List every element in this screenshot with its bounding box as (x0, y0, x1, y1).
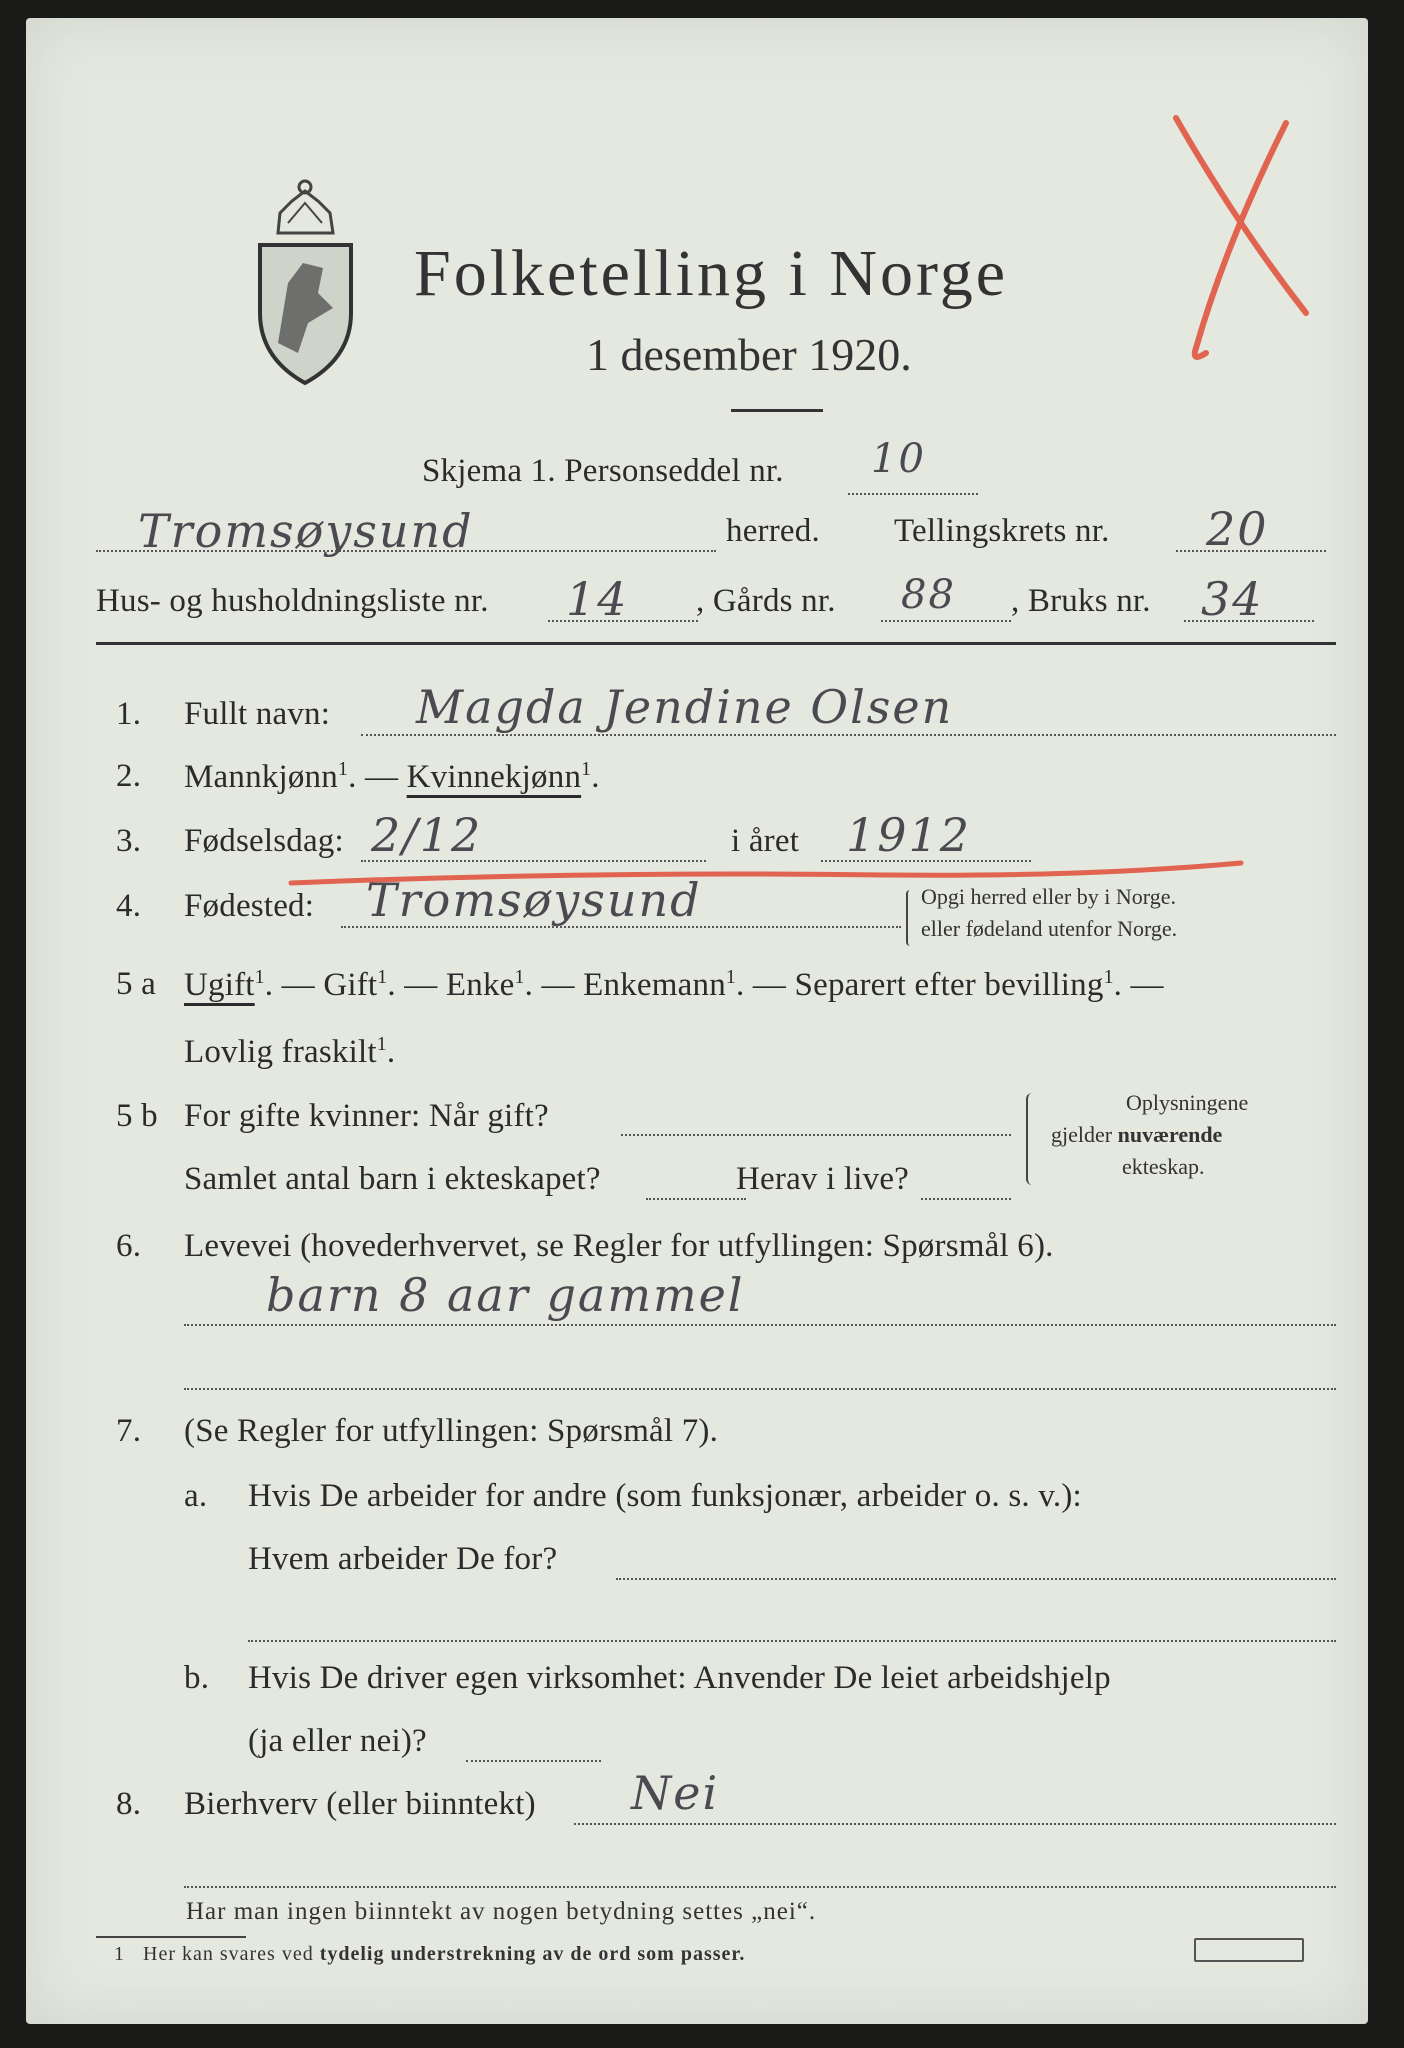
q5b-note-nuvaerende: nuværende (1117, 1122, 1223, 1147)
q5a-number: 5 a (116, 966, 156, 1002)
q5a-enkemann: . — Enkemann (524, 967, 726, 1003)
occupation-value: barn 8 aar gammel (266, 1268, 745, 1322)
q5b-number: 5 b (116, 1098, 158, 1134)
title-divider (731, 409, 823, 412)
q5a-fraskilt: Lovlig fraskilt (184, 1034, 377, 1070)
birthplace-value: Tromsøysund (366, 873, 702, 927)
q4-label: Fødested: (184, 888, 315, 924)
full-name-value: Magda Jendine Olsen (416, 680, 954, 734)
bruks-nr: 34 (1201, 572, 1264, 626)
q7b-line-2: (ja eller nei)? (248, 1723, 427, 1759)
q7-label: (Se Regler for utfyllingen: Spørsmål 7). (184, 1413, 719, 1449)
q7b-answer-line (466, 1760, 601, 1762)
skjema-nr: 10 (871, 436, 926, 482)
tellingskrets-label: Tellingskrets nr. (894, 513, 1110, 549)
q5a-sup-fraskilt: 1 (376, 1033, 387, 1055)
header-rule (96, 642, 1336, 645)
q5a-line2-end: . (386, 1034, 396, 1070)
q8-number: 8. (116, 1786, 142, 1822)
q2-options (184, 758, 600, 796)
red-x-mark (1156, 103, 1336, 383)
year-label: i året (731, 823, 800, 859)
q1-label: Fullt navn: (184, 696, 331, 732)
q5b-note-gjelder: gjelder (1051, 1122, 1113, 1147)
q5a-end: . — (1113, 967, 1164, 1003)
birth-year-value: 1912 (846, 808, 972, 862)
q5b-line-2 (646, 1198, 746, 1200)
herred-value: Tromsøysund (138, 504, 474, 558)
q3-number: 3. (116, 823, 142, 859)
skjema-line (848, 493, 978, 495)
q5a-sup-gift: 1 (377, 966, 388, 988)
herred-label: herred. (726, 513, 820, 549)
q5a-sup-separert: 1 (1103, 966, 1114, 988)
q2-sup2: 1 (581, 758, 592, 780)
q7a-line-2: Hvem arbeider De for? (248, 1541, 558, 1577)
q2-kvinnekjonn: Kvinnekjønn (406, 759, 582, 795)
q4-note-1: Opgi herred eller by i Norge. (921, 884, 1176, 909)
q5a-line2 (184, 1033, 395, 1071)
q5a-options (184, 966, 1164, 1004)
q5a-sup-enke: 1 (514, 966, 525, 988)
q6-line-1 (184, 1324, 1336, 1326)
q2-mannkjonn: Mannkjønn (184, 759, 338, 795)
gards-nr: 88 (901, 572, 956, 618)
q2-number: 2. (116, 758, 142, 794)
q5a-separert: . — Separert efter bevilling (736, 967, 1104, 1003)
q5b-line-3 (921, 1198, 1011, 1200)
q2-sup1: 1 (337, 758, 349, 780)
q5b-note-3: ekteskap. (1122, 1154, 1205, 1179)
birthday-value: 2/12 (371, 808, 483, 862)
q7a-letter: a. (184, 1478, 208, 1514)
q2-end: . (591, 759, 600, 795)
q1-line (361, 734, 1336, 736)
printer-stamp (1194, 1938, 1304, 1962)
q4-brace (906, 890, 916, 946)
q7a-line-1: Hvis De arbeider for andre (som funksjonær, arbeider o. s. v.): (248, 1478, 1082, 1514)
q4-note-2: eller fødeland utenfor Norge. (921, 916, 1178, 941)
q4-number: 4. (116, 888, 142, 924)
q5b-line-1 (621, 1134, 1011, 1136)
footnote (114, 1943, 745, 1966)
q5b-note-1: Oplysningene (1126, 1090, 1249, 1115)
gards-line (881, 620, 1011, 622)
q5a-gift: . — Gift (264, 967, 378, 1003)
q7a-answer-line-2 (248, 1640, 1336, 1642)
footnote-text: Her kan svares ved (143, 1943, 320, 1965)
q3-label: Fødselsdag: (184, 823, 344, 859)
bruks-label: , Bruks nr. (1011, 583, 1151, 619)
q7b-letter: b. (184, 1660, 210, 1696)
q5a-enke: . — Enke (387, 967, 515, 1003)
q5a-sup-enkemann: 1 (725, 966, 736, 988)
q6-number: 6. (116, 1228, 142, 1264)
q1-number: 1. (116, 696, 142, 732)
page-title: Folketelling i Norge (414, 237, 1009, 310)
footnote-number: 1 (114, 1943, 125, 1965)
q5b-label-2: Samlet antal barn i ekteskapet? (184, 1161, 601, 1197)
q7a-answer-line-1 (616, 1578, 1336, 1580)
q5b-brace (1026, 1093, 1038, 1185)
census-form (26, 18, 1368, 2024)
q5b-label-3: Herav i live? (736, 1161, 910, 1197)
census-date: 1 desember 1920. (586, 329, 912, 380)
q5a-sup-ugift: 1 (254, 966, 265, 988)
tellingskrets-nr: 20 (1206, 502, 1269, 556)
husholdning-nr: 14 (566, 572, 629, 626)
q8-label: Bierhverv (eller biinntekt) (184, 1786, 536, 1822)
q7-number: 7. (116, 1413, 142, 1449)
q2-sep: . — (348, 759, 407, 795)
skjema-label: Skjema 1. Personseddel nr. (422, 453, 784, 489)
q8-line-2 (184, 1886, 1336, 1888)
gards-label: , Gårds nr. (696, 583, 836, 619)
husholdning-label: Hus- og husholdningsliste nr. (96, 583, 489, 619)
side-income-value: Nei (631, 1766, 720, 1820)
q5b-note-2 (1051, 1120, 1222, 1150)
footnote-rule (96, 1936, 246, 1938)
q5b-label-1: For gifte kvinner: Når gift? (184, 1098, 549, 1134)
q6-line-2 (184, 1388, 1336, 1390)
q7b-line-1: Hvis De driver egen virksomhet: Anvender De leiet arbeidshjelp (248, 1660, 1111, 1696)
coat-of-arms-icon (248, 173, 363, 388)
q6-label: Levevei (hovederhvervet, se Regler for utfyllingen: Spørsmål 6). (184, 1228, 1054, 1264)
footnote-bold: tydelig understrekning av de ord som passer. (319, 1943, 746, 1965)
footer-note: Har man ingen biinntekt av nogen betydning settes „nei“. (186, 1898, 817, 1925)
q5a-ugift: Ugift (184, 967, 255, 1003)
q8-line (574, 1823, 1336, 1825)
